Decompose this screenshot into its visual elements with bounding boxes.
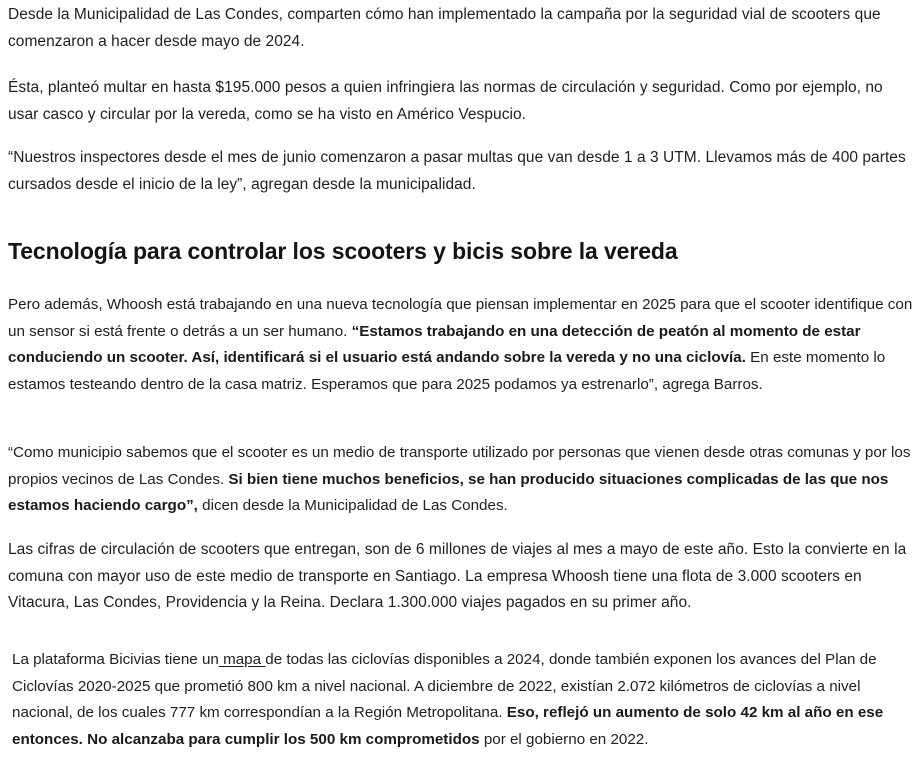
paragraph-bold-statement: Eso, reflejó un aumento de solo 42 km al año en ese entonces. No alcanzaba para cumplir los 500 km comprometidos	[12, 704, 884, 748]
paragraph-text: La plataforma Bicivias tiene un	[12, 651, 219, 668]
paragraph-campaign	[8, 2, 913, 55]
paragraph-text: Ésta, planteó multar en hasta $195.000 pesos a quien infringiera las normas de circulación y seguridad. Como por ejemplo, no usar casco y circular por la vereda, como se ha visto en Américo Vespucio.	[8, 79, 883, 123]
paragraph-text: de todas las ciclovías disponibles a 2024, donde también exponen los avances del Plan de Ciclovías 2020-2025 que prometió 800 km a nivel nacional. A diciembre de 2022, existían 2.072 kilómetros de ciclovías a nivel nacional, de los cuales 777 km correspondían a la Región Metropolitana.	[12, 651, 877, 721]
paragraph-text: dicen desde la Municipalidad de Las Condes.	[197, 497, 508, 514]
paragraph-inspectors-quote	[8, 145, 913, 198]
paragraph-bold-quote: Si bien tiene muchos beneficios, se han producido situaciones complicadas de las que nos estamos haciendo cargo”,	[8, 470, 889, 514]
paragraph-text: Desde la Municipalidad de Las Condes, comparten cómo han implementado la campaña por la seguridad vial de scooters que comenzaron a hacer desde mayo de 2024.	[8, 6, 881, 50]
paragraph-whoosh-technology	[8, 292, 913, 398]
section-heading: Tecnología para controlar los scooters y bicis sobre la vereda	[8, 238, 678, 264]
paragraph-text: Pero además, Whoosh está trabajando en una nueva tecnología que piensan implementar en 2025 para que el scooter identifique con un sensor si está frente o detrás a un ser humano.	[8, 296, 913, 340]
paragraph-text: En este momento lo estamos testeando dentro de la casa matriz. Esperamos que para 2025 podamos ya estrenarlo”, agrega Barros.	[8, 349, 886, 393]
paragraph-bicivias	[12, 647, 912, 753]
paragraph-text: por el gobierno en 2022.	[479, 730, 649, 748]
paragraph-circulation-figures	[8, 537, 913, 617]
paragraph-text: “Como municipio sabemos que el scooter es un medio de transporte utilizado por personas que vienen desde otras comunas y por los propios vecinos de Las Condes.	[8, 444, 911, 488]
paragraph-text: Las cifras de circulación de scooters que entregan, son de 6 millones de viajes al mes a mayo de este año. Esto la convierte en la comuna con mayor uso de este medio de transporte en Santiago. La empresa Whoosh tiene una flota de 3.000 scooters en Vitacura, Las Condes, Providencia y la Reina. Declara 1.300.000 viajes pagados en su primer año.	[8, 541, 907, 611]
paragraph-fines	[8, 75, 913, 128]
paragraph-municipality-quote	[8, 440, 913, 520]
map-link[interactable]: mapa	[218, 651, 266, 668]
paragraph-text: “Nuestros inspectores desde el mes de junio comenzaron a pasar multas que van desde 1 a 3 UTM. Llevamos más de 400 partes cursados desde el inicio de la ley”, agregan desde la municipalidad.	[8, 149, 906, 193]
paragraph-bold-quote: “Estamos trabajando en una detección de peatón al momento de estar conduciendo un scooter. Así, identificará si el usuario está andando sobre la vereda y no una ciclovía.	[8, 322, 861, 366]
